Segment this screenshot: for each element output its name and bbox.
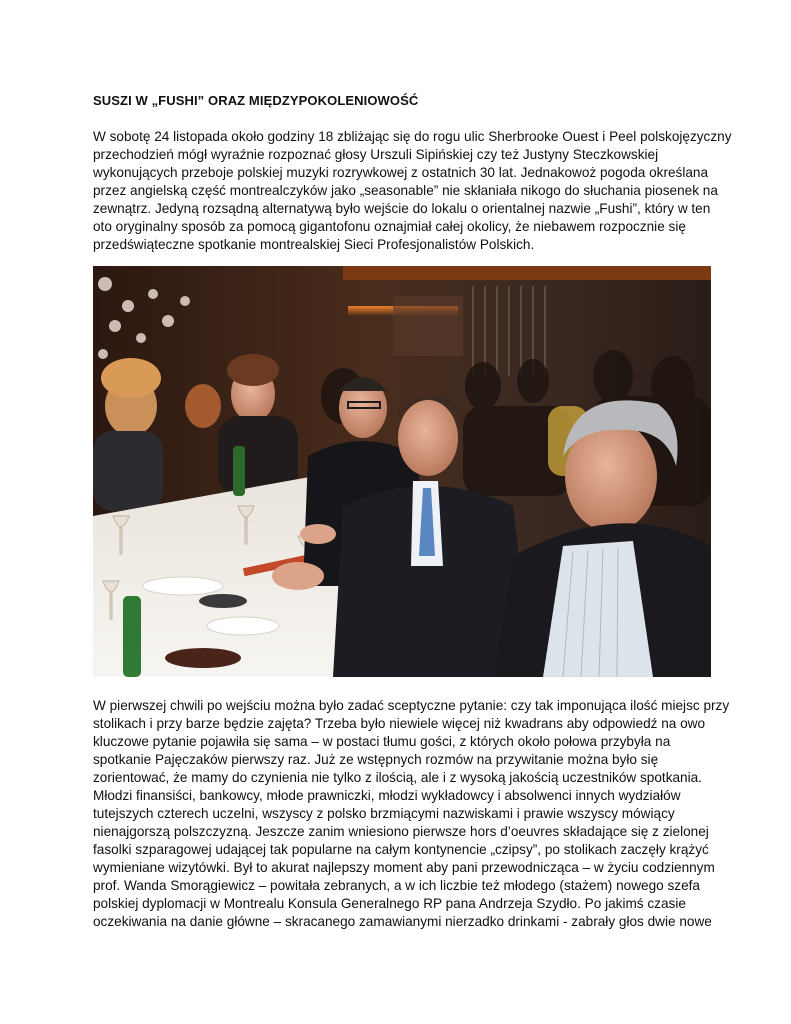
text-line: prof. Wanda Smorągiewicz – powitała zebranych, a w ich liczbie też młodego (stażem) nowego szefa: [93, 878, 700, 893]
text-line: oto oryginalny sposób za pomocą gigantofonu oznajmiał całej okolicy, że niebawem rozpocznie się: [93, 219, 686, 234]
text-line: oczekiwania na danie główne – skracanego zamawianymi nierzadko drinkami - zabrały głos dwie nowe: [93, 914, 712, 929]
text-line: tutejszych czterech uczelni, wszyscy z polsko brzmiącymi nazwiskami i prawie wszyscy mówiący: [93, 806, 675, 821]
paragraph-intro: [93, 128, 732, 254]
text-line: fasolki szparagowej udającej tak popularne na całym kontynencie „czipsy”, po stolikach zaczęły krążyć: [93, 842, 709, 857]
text-line: kluczowe pytanie pojawiła się sama – w postaci tłumu gości, z których około połowa przybyła na: [93, 734, 671, 749]
text-line: zorientować, że mamy do czynienia nie tylko z ilością, ale i z wysoką jakością uczestników spotkania.: [93, 770, 702, 785]
text-line: wymieniane wizytówki. Był to akurat najlepszy moment aby pani przewodnicząca – w życiu codziennym: [93, 860, 715, 875]
event-photo: [93, 266, 711, 677]
text-line: W pierwszej chwili po wejściu można było zadać sceptyczne pytanie: czy tak imponująca ilość miejsc przy: [93, 698, 730, 713]
text-line: stolikach i przy barze będzie zajęta? Trzeba było niewiele więcej niż kwadrans aby odpowiedź na owo: [93, 716, 706, 731]
text-line: wykonujących przeboje polskiej muzyki rozrywkowej z ostatnich 30 lat. Jednakowoż pogoda określana: [93, 165, 709, 180]
text-line: spotkanie Pajęczaków pierwszy raz. Już ze wstępnych rozmów na przywitanie można było się: [93, 752, 659, 767]
text-line: przechodzień mógł wyraźnie rozpoznać głosy Urszuli Sipińskiej czy też Justyny Steczkowskiej: [93, 147, 659, 162]
text-line: polskiej dyplomacji w Montrealu Konsula Generalnego RP pana Andrzeja Szydło. Po jakimś czasie: [93, 896, 686, 911]
text-line: Młodzi finansiści, bankowcy, młode prawniczki, młodzi wykładowcy i absolwenci innych wydziałów: [93, 788, 681, 803]
article-title: SUSZI W „FUSHI” ORAZ MIĘDZYPOKOLENIOWOŚĆ: [93, 93, 419, 108]
text-line: zewnątrz. Jedyną rozsądną alternatywą było wejście do lokalu o orientalnej nazwie „Fushi”, który w ten: [93, 201, 711, 216]
text-line: W sobotę 24 listopada około godziny 18 zbliżając się do rogu ulic Sherbrooke Ouest i Peel polskojęzyczny: [93, 129, 732, 144]
paragraph-body: [93, 697, 730, 931]
text-line: nienajgorszą polszczyzną. Jeszcze zanim wniesiono pierwsze hors d’oeuvres składające się z zielonej: [93, 824, 709, 839]
text-line: przedświąteczne spotkanie montrealskiej Sieci Profesjonalistów Polskich.: [93, 237, 535, 252]
text-line: przez angielską część montrealczyków jako „seasonable” nie skłaniała nikogo do słuchania piosenek na: [93, 183, 718, 198]
